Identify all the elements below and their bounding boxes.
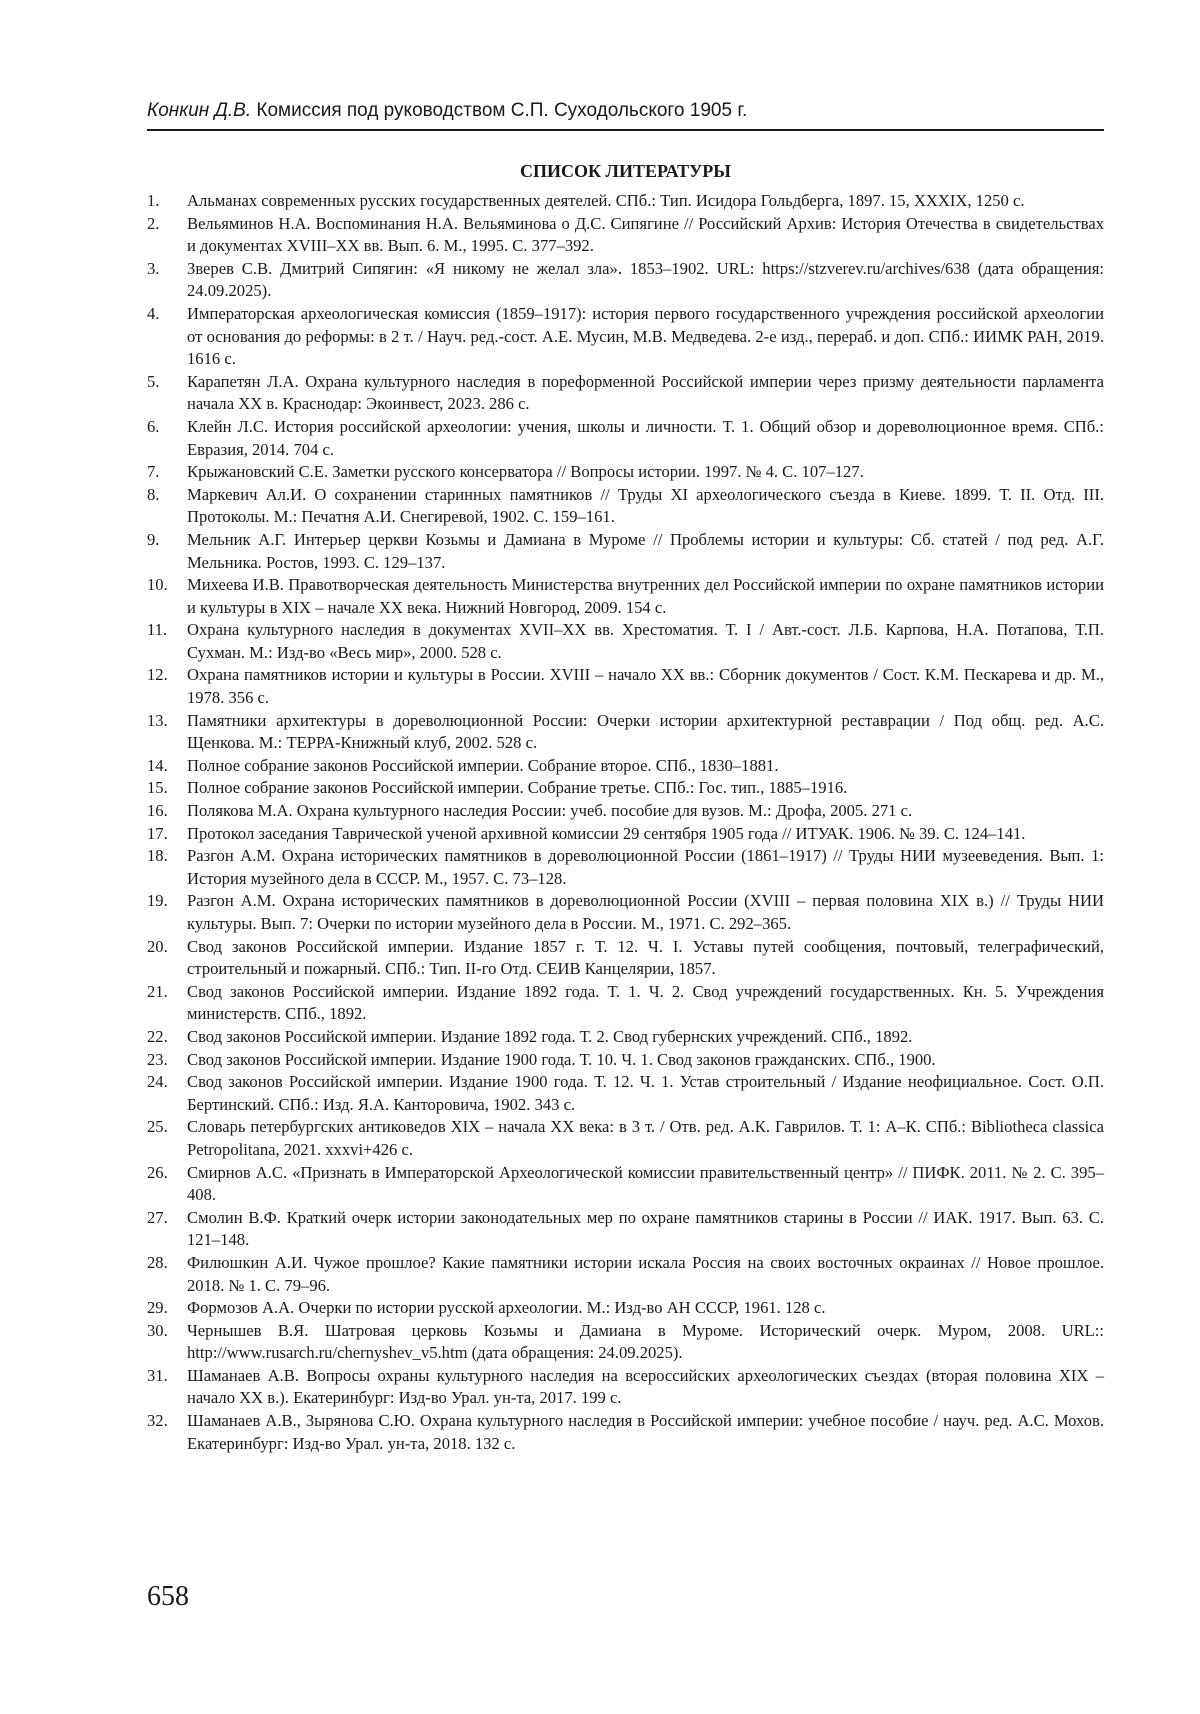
reference-number: 11. — [147, 620, 168, 640]
reference-text: Полное собрание законов Российской империи. Собрание третье. СПб.: Гос. тип., 1885–1916. — [187, 778, 848, 798]
reference-item — [147, 1252, 1104, 1297]
reference-text: Разгон А.М. Охрана исторических памятников в дореволюционной России (XVIII – первая половина XIX в.) // Труды НИИ культуры. Вып. 7: Очерки по истории музейного дела в России. М., 1971. С. 292–365. — [187, 891, 1104, 933]
reference-text: Маркевич Ал.И. О сохранении старинных памятников // Труды XI археологического съезда в Киеве. 1899. Т. II. Отд. III. Протоколы. М.: Печатня А.И. Снегиревой, 1902. С. 159–161. — [187, 484, 1104, 527]
reference-item — [147, 213, 1104, 258]
reference-item — [147, 800, 1104, 823]
reference-number: 5. — [147, 371, 160, 391]
reference-number: 29. — [147, 1298, 168, 1318]
reference-text: Свод законов Российской империи. Издание 1892 года. Т. 2. Свод губернских учреждений. СПб., 1892. — [187, 1026, 913, 1046]
reference-number: 32. — [147, 1411, 168, 1431]
reference-text: Крыжановский С.Е. Заметки русского консерватора // Вопросы истории. 1997. № 4. С. 107–127. — [187, 462, 864, 482]
reference-number: 7. — [147, 462, 160, 482]
reference-text: Альманах современных русских государственных деятелей. СПб.: Тип. Исидора Гольдберга, 1897. 15, XXXIX, 1250 с. — [187, 191, 1025, 210]
reference-item — [147, 777, 1104, 800]
reference-item — [147, 981, 1104, 1026]
reference-number: 12. — [147, 665, 168, 685]
reference-item — [147, 574, 1104, 619]
references-list — [147, 190, 1104, 1455]
reference-item — [147, 416, 1104, 461]
reference-item — [147, 755, 1104, 778]
reference-number: 4. — [147, 303, 160, 323]
page-number: 658 — [147, 1581, 189, 1612]
reference-number: 26. — [147, 1162, 168, 1182]
reference-number: 18. — [147, 846, 168, 866]
reference-number: 3. — [147, 258, 160, 278]
reference-text: Разгон А.М. Охрана исторических памятников в дореволюционной России (1861–1917) // Труды НИИ музееведения. Вып. 1: История музейного дела в СССР. М., 1957. С. 73–128. — [187, 846, 1104, 888]
reference-text: Протокол заседания Таврической ученой архивной комиссии 29 сентября 1905 года // ИТУАК. 1906. № 39. С. 124–141. — [187, 823, 1026, 843]
reference-item — [147, 1162, 1104, 1207]
reference-text: Шаманаев А.В., Зырянова С.Ю. Охрана культурного наследия в Российской империи: учебное пособие / науч. ред. А.С. Мохов. Екатеринбург: Изд-во Урал. ун-та, 2018. 132 с. — [187, 1411, 1104, 1453]
reference-text: Шаманаев А.В. Вопросы охраны культурного наследия на всероссийских археологических съездах (вторая половина XIX – начало XX в.). Екатеринбург: Изд-во Урал. ун-та, 2017. 199 с. — [187, 1365, 1104, 1408]
reference-number: 14. — [147, 755, 168, 775]
header-author: Конкин Д.В. — [147, 100, 252, 121]
running-header — [147, 99, 1107, 123]
reference-item — [147, 823, 1104, 846]
reference-text: Полное собрание законов Российской империи. Собрание второе. СПб., 1830–1881. — [187, 755, 779, 775]
reference-item — [147, 461, 1104, 484]
reference-item — [147, 890, 1104, 935]
reference-text: Императорская археологическая комиссия (1859–1917): история первого государственного учреждения российской археологии от основания до реформы: в 2 т. / Науч. ред.-сост. А.Е. Мусин, М.В. Медведева. 2-е изд., перераб. и доп. СПб.: ИИМК РАН, 2019. 1616 с. — [187, 303, 1104, 369]
reference-item — [147, 619, 1104, 664]
header-title: Комиссия под руководством С.П. Суходольского 1905 г. — [256, 100, 748, 121]
reference-text: Филюшкин А.И. Чужое прошлое? Какие памятники истории искала Россия на своих восточных окраинах // Новое прошлое. 2018. № 1. С. 79–96. — [187, 1252, 1104, 1295]
reference-item — [147, 529, 1104, 574]
reference-number: 28. — [147, 1252, 168, 1272]
reference-number: 13. — [147, 710, 168, 730]
reference-number: 31. — [147, 1365, 168, 1385]
reference-number: 21. — [147, 981, 168, 1001]
reference-item — [147, 1320, 1104, 1365]
reference-item — [147, 1207, 1104, 1252]
reference-number: 23. — [147, 1049, 168, 1069]
reference-item — [147, 664, 1104, 709]
reference-item — [147, 1297, 1104, 1320]
reference-number: 10. — [147, 575, 168, 595]
reference-text: Карапетян Л.А. Охрана культурного наследия в пореформенной Российской империи через призму деятельности парламента начала XX в. Краснодар: Экоинвест, 2023. 286 с. — [187, 371, 1104, 414]
reference-number: 24. — [147, 1072, 168, 1092]
reference-number: 19. — [147, 891, 168, 911]
reference-number: 22. — [147, 1026, 168, 1046]
reference-number: 9. — [147, 529, 160, 549]
reference-item — [147, 1116, 1104, 1161]
reference-text: Словарь петербургских антиковедов XIX – начала XX века: в 3 т. / Отв. ред. А.К. Гаврилов. Т. 1: А–К. СПб.: Bibliotheca classica Petropolitana, 2021. xxxvi+426 с. — [187, 1117, 1104, 1159]
reference-text: Зверев С.В. Дмитрий Сипягин: «Я никому не желал зла». 1853–1902. URL: https://stzverev.ru/archives/638 (дата обращения: 24.09.2025). — [187, 258, 1104, 301]
reference-text: Михеева И.В. Правотворческая деятельность Министерства внутренних дел Российской империи по охране памятников истории и культуры в XIX – начале XX века. Нижний Новгород, 2009. 154 с. — [187, 575, 1104, 617]
reference-item — [147, 1071, 1104, 1116]
reference-item — [147, 1365, 1104, 1410]
reference-number: 6. — [147, 416, 160, 436]
reference-item — [147, 190, 1104, 213]
reference-number: 8. — [147, 484, 160, 504]
reference-text: Смирнов А.С. «Признать в Императорской Археологической комиссии правительственный центр» // ПИФК. 2011. № 2. С. 395–408. — [187, 1162, 1104, 1205]
reference-number: 1. — [147, 191, 160, 210]
reference-item — [147, 1410, 1104, 1455]
reference-text: Охрана культурного наследия в документах XVII–XX вв. Хрестоматия. Т. I / Авт.-сост. Л.Б. Карпова, Н.А. Потапова, Т.П. Сухман. М.: Изд-во «Весь мир», 2000. 528 с. — [187, 620, 1104, 662]
reference-item — [147, 1026, 1104, 1049]
references-heading: СПИСОК ЛИТЕРАТУРЫ — [520, 161, 731, 181]
reference-text: Смолин В.Ф. Краткий очерк истории законодательных мер по охране памятников старины в России // ИАК. 1917. Вып. 63. С. 121–148. — [187, 1207, 1104, 1250]
reference-item — [147, 1049, 1104, 1072]
reference-text: Охрана памятников истории и культуры в России. XVIII – начало XX вв.: Сборник документов / Сост. К.М. Пескарева и др. М., 1978. 356 с. — [187, 665, 1104, 708]
reference-text: Чернышев В.Я. Шатровая церковь Козьмы и Дамиана в Муроме. Исторический очерк. Муром, 2008. URL:: http://www.rusarch.ru/chernyshev_v5.htm (дата обращения: 24.09.2025). — [187, 1320, 1104, 1363]
reference-text: Клейн Л.С. История российской археологии: учения, школы и личности. Т. 1. Общий обзор и дореволюционное время. СПб.: Евразия, 2014. 704 с. — [187, 416, 1104, 459]
reference-item — [147, 303, 1104, 371]
reference-item — [147, 371, 1104, 416]
reference-number: 30. — [147, 1320, 168, 1340]
reference-number: 2. — [147, 213, 160, 233]
reference-item — [147, 484, 1104, 529]
reference-number: 27. — [147, 1207, 168, 1227]
reference-text: Формозов А.А. Очерки по истории русской археологии. М.: Изд-во АН СССР, 1961. 128 с. — [187, 1298, 826, 1318]
reference-item — [147, 710, 1104, 755]
reference-item — [147, 936, 1104, 981]
reference-item — [147, 258, 1104, 303]
reference-text: Вельяминов Н.А. Воспоминания Н.А. Вельяминова о Д.С. Сипягине // Российский Архив: История Отечества в свидетельствах и документах XVIII–XX вв. Вып. 6. М., 1995. С. 377–392. — [187, 213, 1104, 256]
reference-text: Свод законов Российской империи. Издание 1900 года. Т. 12. Ч. 1. Устав строительный / Издание неофициальное. Сост. О.П. Бертинский. СПб.: Изд. Я.А. Канторовича, 1902. 343 с. — [187, 1072, 1104, 1114]
reference-number: 17. — [147, 823, 168, 843]
reference-text: Памятники архитектуры в дореволюционной России: Очерки истории архитектурной реставрации / Под общ. ред. А.С. Щенкова. М.: ТЕРРА-Книжный клуб, 2002. 528 с. — [187, 710, 1104, 753]
reference-number: 15. — [147, 778, 168, 798]
reference-text: Свод законов Российской империи. Издание 1892 года. Т. 1. Ч. 2. Свод учреждений государственных. Кн. 5. Учреждения министерств. СПб., 1892. — [187, 981, 1104, 1024]
header-divider — [147, 129, 1104, 131]
reference-number: 20. — [147, 936, 168, 956]
reference-text: Мельник А.Г. Интерьер церкви Козьмы и Дамиана в Муроме // Проблемы истории и культуры: Сб. статей / под ред. А.Г. Мельника. Ростов, 1993. С. 129–137. — [187, 529, 1104, 572]
reference-text: Полякова М.А. Охрана культурного наследия России: учеб. пособие для вузов. М.: Дрофа, 2005. 271 с. — [187, 801, 913, 821]
reference-text: Свод законов Российской империи. Издание 1857 г. Т. 12. Ч. I. Уставы путей сообщения, почтовый, телеграфический, строительный и пожарный. СПб.: Тип. II-го Отд. СЕИВ Канцелярии, 1857. — [187, 936, 1104, 979]
reference-number: 25. — [147, 1117, 168, 1137]
reference-item — [147, 845, 1104, 890]
reference-text: Свод законов Российской империи. Издание 1900 года. Т. 10. Ч. 1. Свод законов гражданских. СПб., 1900. — [187, 1049, 936, 1069]
reference-number: 16. — [147, 801, 168, 821]
